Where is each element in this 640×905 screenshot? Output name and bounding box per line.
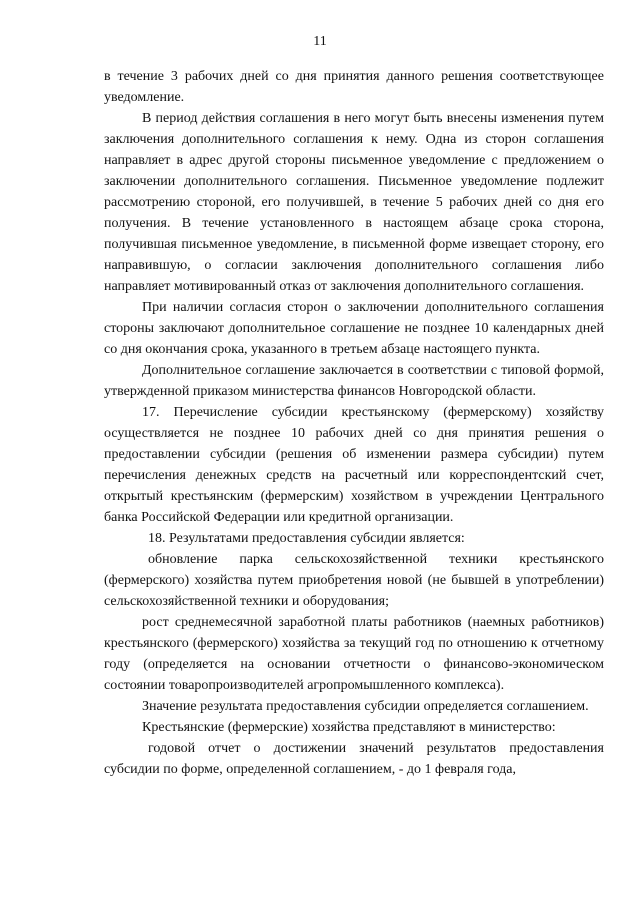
paragraph-additional-agreement-deadline: При наличии согласия сторон о заключении дополнительного соглашения стороны заключают дополнительное соглашение не позднее 10 календарных дней со дня окончания срока, указанного в третьем абзаце настоящего пункта. bbox=[104, 300, 604, 357]
paragraph-item-17-transfer: 17. Перечисление субсидии крестьянскому (фермерскому) хозяйству осуществляется не позднее 10 рабочих дней со дня принятия решения о предоставлении субсидии (решения об изменении размера субсидии) путем перечисления денежных средств на расчетный или корреспондентский счет, открытый крестьянским (фермерским) хозяйством в учреждении Центрального банка Российской Федерации или кредитной организации. bbox=[104, 405, 604, 525]
paragraph-standard-form: Дополнительное соглашение заключается в соответствии с типовой формой, утвержденной приказом министерства финансов Новгородской области. bbox=[104, 363, 604, 399]
paragraph-result-value: Значение результата предоставления субсидии определяется соглашением. bbox=[142, 699, 589, 714]
document-body bbox=[104, 66, 604, 780]
paragraph-farms-submit: Крестьянские (фермерские) хозяйства представляют в министерство: bbox=[142, 720, 556, 735]
paragraph-result-wage-growth: рост среднемесячной заработной платы работников (наемных работников) крестьянского (фермерского) хозяйства за текущий год по отношению к отчетному году (определяется на основании отчетности о финансово-экономическом состоянии товаропроизводителей агропромышленного комплекса). bbox=[104, 615, 604, 693]
paragraph-annual-report: годовой отчет о достижении значений результатов предоставления субсидии по форме, определенной соглашением, - до 1 февраля года, bbox=[104, 741, 604, 777]
paragraph-notification-term: в течение 3 рабочих дней со дня принятия данного решения соответствующее уведомление. bbox=[104, 69, 604, 105]
paragraph-item-18-results: 18. Результатами предоставления субсидии является: bbox=[148, 531, 465, 546]
paragraph-agreement-amendments: В период действия соглашения в него могут быть внесены изменения путем заключения дополнительного соглашения к нему. Одна из сторон соглашения направляет в адрес другой стороны письменное уведомление с предложением о заключении дополнительного соглашения. Письменное уведомление подлежит рассмотрению стороной, его получившей, в течение 5 рабочих дней со дня его получения. В течение установленного в настоящем абзаце срока сторона, получившая письменное уведомление, в письменной форме извещает сторону, его направившую, о согласии заключения дополнительного соглашения либо направляет мотивированный отказ от заключения дополнительного соглашения. bbox=[104, 111, 604, 294]
page-number: 11 bbox=[313, 34, 327, 49]
paragraph-result-equipment-renewal: обновление парка сельскохозяйственной техники крестьянского (фермерского) хозяйства путем приобретения новой (не бывшей в употреблении) сельскохозяйственной техники и оборудования; bbox=[104, 552, 604, 609]
